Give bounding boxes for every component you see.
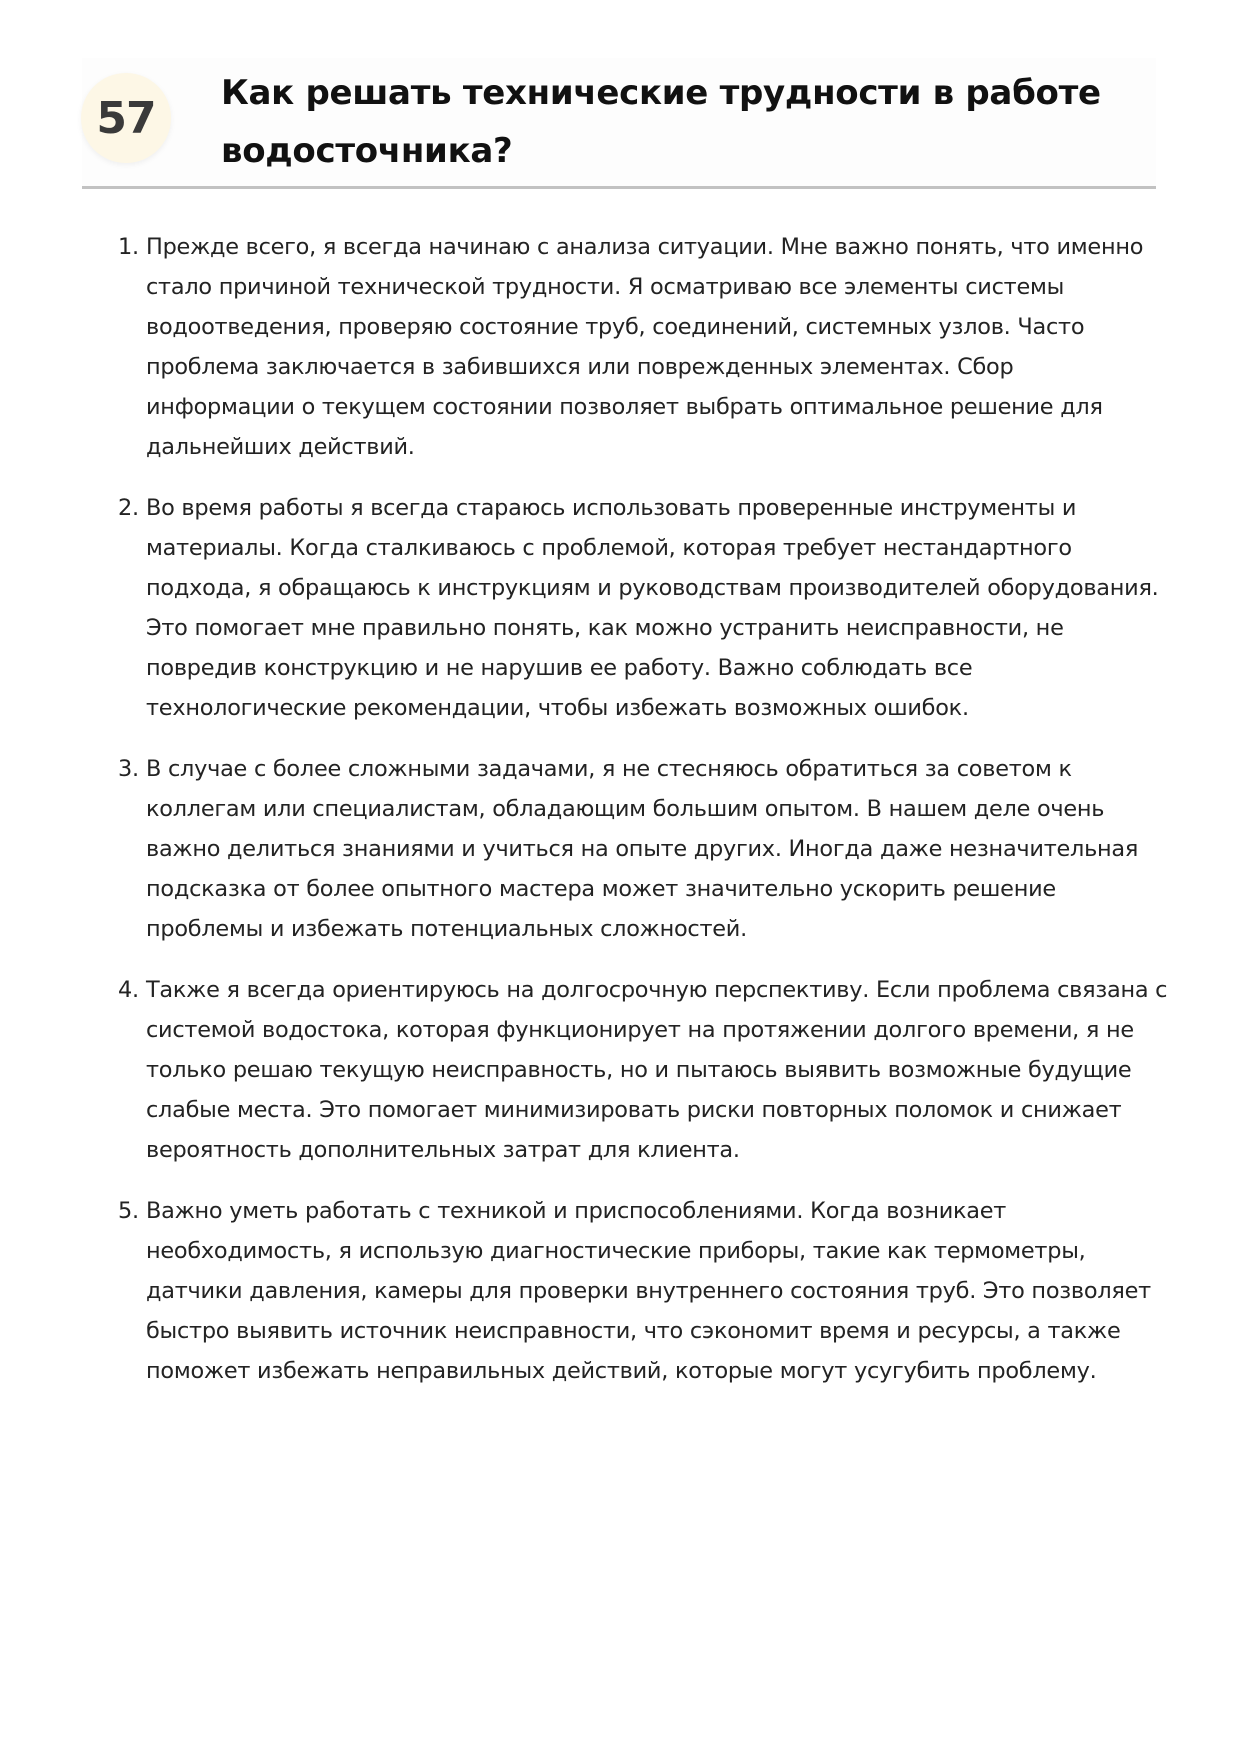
answer-item	[108, 749, 1168, 949]
answer-item	[108, 227, 1168, 467]
item-number: 1.	[118, 234, 139, 260]
answer-content	[108, 227, 1168, 1412]
item-text: Также я всегда ориентируюсь на долгосрочную перспективу. Если проблема связана с системой водостока, которая функционирует на протяжении долгого времени, я не только решаю текущую неисправность, но и пытаюсь выявить возможные будущие слабые места. Это помогает минимизировать риски повторных поломок и снижает вероятность дополнительных затрат для клиента.	[146, 977, 1168, 1163]
item-text: Важно уметь работать с техникой и приспособлениями. Когда возникает необходимость, я использую диагностические приборы, такие как термометры, датчики давления, камеры для проверки внутреннего состояния труб. Это позволяет быстро выявить источник неисправности, что сэкономит время и ресурсы, а также поможет избежать неправильных действий, которые могут усугубить проблему.	[146, 1198, 1151, 1384]
item-number: 3.	[118, 756, 139, 782]
item-text: Во время работы я всегда стараюсь использовать проверенные инструменты и материалы. Когда сталкиваюсь с проблемой, которая требует нестандартного подхода, я обращаюсь к инструкциям и руководствам производителей оборудования. Это помогает мне правильно понять, как можно устранить неисправности, не повредив конструкцию и не нарушив ее работу. Важно соблюдать все технологические рекомендации, чтобы избежать возможных ошибок.	[146, 495, 1159, 721]
question-title: Как решать технические трудности в работе водосточника?	[221, 73, 1101, 171]
item-number: 5.	[118, 1198, 139, 1224]
question-number-badge: 57	[81, 73, 171, 163]
answer-item	[108, 970, 1168, 1170]
answer-list	[108, 227, 1168, 1391]
answer-item	[108, 1191, 1168, 1391]
item-text: Прежде всего, я всегда начинаю с анализа ситуации. Мне важно понять, что именно стало причиной технической трудности. Я осматриваю все элементы системы водоотведения, проверяю состояние труб, соединений, системных узлов. Часто проблема заключается в забившихся или поврежденных элементах. Сбор информации о текущем состоянии позволяет выбрать оптимальное решение для дальнейших действий.	[146, 234, 1144, 460]
item-number: 4.	[118, 977, 139, 1003]
item-number: 2.	[118, 495, 139, 521]
answer-item	[108, 488, 1168, 728]
item-text: В случае с более сложными задачами, я не стесняюсь обратиться за советом к коллегам или специалистам, обладающим большим опытом. В нашем деле очень важно делиться знаниями и учиться на опыте других. Иногда даже незначительная подсказка от более опытного мастера может значительно ускорить решение проблемы и избежать потенциальных сложностей.	[146, 756, 1139, 942]
